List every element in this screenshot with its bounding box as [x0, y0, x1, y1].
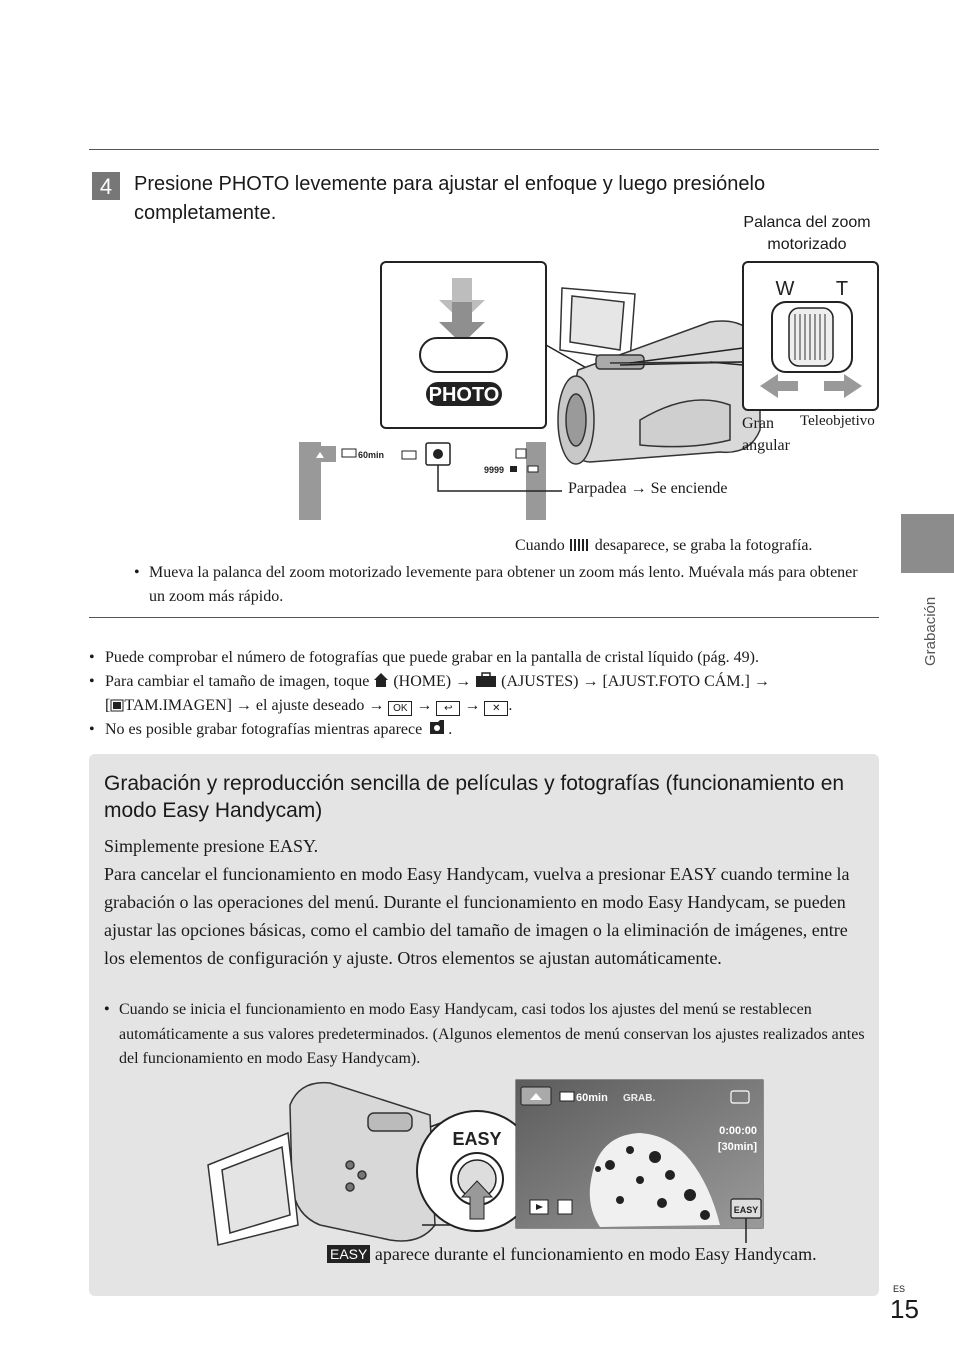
panel-p2: Para cancelar el funcionamiento en modo Easy Handycam, vuelva a presionar EASY cuando termine la grabación o las operaciones del menú. Durante el funcionamiento en modo Easy Handycam, se pueden ajustar las opciones básicas, como el cambio del tamaño de imagen o la eliminación de imágenes, entre los elementos de configuración y ajuste. Otros elementos se ajustan automáticamente. — [104, 864, 850, 968]
notes-list — [89, 646, 879, 742]
photo-label: PHOTO — [428, 384, 500, 406]
camcorder-illustration — [558, 288, 760, 464]
camera-icon — [510, 466, 517, 472]
note-1 — [89, 646, 879, 670]
page-lang: ES — [893, 1284, 906, 1294]
lcd-count: 9999 — [484, 465, 505, 475]
zoom-lever-knob — [789, 308, 833, 366]
toolbox-icon — [475, 672, 497, 688]
photo-button-shape — [420, 338, 507, 372]
parpadea-text: Parpadea — [568, 480, 627, 497]
parpadea-caption — [568, 480, 728, 498]
section-tab-text: Grabación — [922, 596, 939, 666]
easy-button-label: EASY — [452, 1129, 502, 1149]
note-2-a: Para cambiar el tamaño de imagen, toque — [105, 673, 370, 690]
image-size-icon — [110, 699, 124, 712]
step-number: 4 — [92, 172, 120, 200]
camcorder-easy-illustration — [208, 1083, 435, 1245]
note-2-f: el ajuste deseado — [255, 697, 365, 714]
note-2-c: (AJUSTES) — [501, 673, 579, 690]
step-instruction: Presione PHOTO levemente para ajustar el enfoque y luego presiónelo completamente. — [134, 173, 766, 224]
battery-icon — [342, 449, 356, 457]
panel-bullet-text: Cuando se inicia el funcionamiento en modo Easy Handycam, casi todos los ajustes del menú se restablecen automáticamente a sus valores predeterminados. (Algunos elementos de menú conservan los ajustes realizados antes del funcionamiento en modo Easy Handycam). — [119, 1001, 865, 1067]
return-icon: ↩ — [436, 701, 460, 716]
screen-remaining: 60min — [576, 1092, 608, 1104]
caption-rest: desaparece, se graba la fotografía. — [594, 537, 813, 554]
zoom-lever-label: Palanca del zoom motorizado — [743, 214, 871, 253]
panel-title: Grabación y reproducción sencilla de películas y fotografías (funcionamiento en modo Easy Handycam) — [104, 772, 845, 822]
note-3-text: No es posible grabar fotografías mientras aparece — [105, 721, 423, 738]
top-rule — [89, 149, 879, 150]
ok-icon: OK — [388, 701, 412, 716]
panel-body — [104, 832, 869, 972]
easy-badge-icon: EASY — [327, 1245, 370, 1263]
section-tab-label — [900, 574, 940, 674]
mid-rule — [89, 617, 879, 618]
lcd-panel — [299, 442, 546, 520]
se-enciende-text: Se enciende — [650, 480, 728, 497]
gran-angular-label: Gran angular — [742, 415, 790, 454]
teleobjetivo-label: Teleobjetivo — [800, 413, 875, 429]
step-bullet: • Mueva la palanca del zoom motorizado levemente para obtener un zoom más lento. Muévala más para obtener un zoom más rápido. — [134, 564, 858, 605]
arrow-icon: → — [630, 480, 647, 497]
note-2-b: (HOME) — [393, 673, 452, 690]
note-2-e: TAM.IMAGEN] — [124, 697, 232, 714]
note-2: • Para cambiar el tamaño de imagen, toque (HOME) → (AJUSTES) → [AJUST.FOTO CÁM.] → [ TAM.IMAGEN] → el ajuste deseado → OK → ↩ → ✕ . — [89, 670, 879, 718]
screen-easy: EASY — [733, 1205, 759, 1215]
screen-time: 0:00:00 — [719, 1125, 757, 1137]
panel-bullet: • • Cuando se inicia el funcionamiento en modo Easy Handycam, casi todos los ajustes del menú se restablecen automáticamente a sus valores predeterminados. (Algunos elementos de menú conservan los ajustes realizados antes del funcionamiento en modo Easy Handycam). — [104, 998, 869, 1072]
caption-cuando: Cuando — [515, 537, 565, 554]
page-number: 15 — [890, 1294, 919, 1324]
screen-time2: [30min] — [717, 1141, 757, 1153]
home-icon — [373, 672, 389, 688]
close-icon: ✕ — [484, 701, 508, 716]
note-3: • No es posible grabar fotografías mientras aparece . — [89, 718, 879, 742]
focus-bars-icon — [569, 538, 591, 552]
panel-p1: Simplemente presione EASY. — [104, 836, 319, 856]
easy-caption — [327, 1244, 817, 1265]
zoom-t: T — [835, 278, 849, 300]
note-2-d: [AJUST.FOTO CÁM.] — [602, 673, 750, 690]
lcd-remaining: 60min — [358, 450, 385, 460]
face-icon — [558, 1200, 572, 1214]
easy-figure — [200, 1075, 770, 1250]
step-bullet-text: Mueva la palanca del zoom motorizado levemente para obtener un zoom más lento. Muévala más para obtener un zoom más rápido. — [149, 564, 858, 605]
screen-grab: GRAB. — [623, 1093, 656, 1104]
note-1-text: Puede comprobar el número de fotografías que puede grabar en la pantalla de cristal líquido (pág. 49). — [105, 649, 759, 666]
focus-caption — [515, 537, 812, 555]
zoom-w: W — [775, 278, 795, 300]
easy-caption-text: aparece durante el funcionamiento en modo Easy Handycam. — [374, 1244, 817, 1264]
camera-shake-icon — [426, 718, 448, 736]
battery-icon — [560, 1092, 574, 1101]
section-tab — [901, 514, 954, 573]
